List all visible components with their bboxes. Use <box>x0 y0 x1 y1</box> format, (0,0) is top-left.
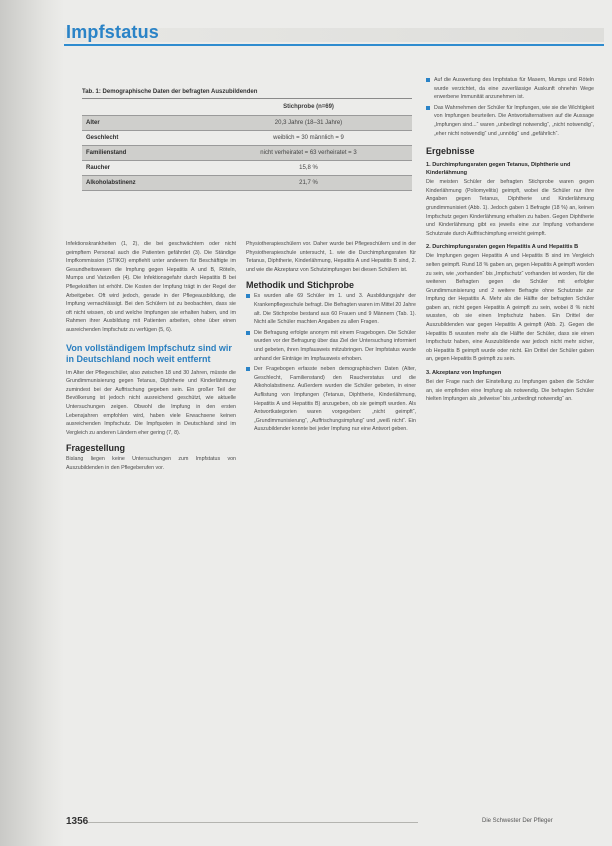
section-title: 3. Akzeptanz von Impfungen <box>426 370 502 377</box>
table-column-header: Stichprobe (n=69) <box>205 99 412 116</box>
question-paragraph: Bislang liegen keine Untersuchungen zum Impfstatus von Auszubildenden in den Pflegeberufen vor. <box>66 456 236 471</box>
table-row <box>82 116 412 131</box>
row-label: Geschlecht <box>82 131 205 146</box>
row-value: 21,7 % <box>205 176 412 191</box>
left-column <box>66 240 236 472</box>
table-row <box>82 146 412 161</box>
row-label: Alkoholabstinenz <box>82 176 205 191</box>
list-item: Auf die Auswertung des Impfstatus für Masern, Mumps und Röteln wurde verzichtet, da eine zuverlässige Auskunft ohnehin Wege erwerbene Immunität anzunehmen ist. <box>426 76 594 102</box>
table-row <box>82 176 412 191</box>
intro-paragraph: Physiotherapieschülern vor. Daher wurde bei Pflegeschülern und in der Physiotherapieschule untersucht, 1. wie die Durchimpfungsraten für Tetanus, Diphtherie, Kinderlähmung, Hepatitis A und Hepatitis B sind, 2. und wie die Akzeptanz von Schutzimpfungen bei diesen Schülern ist. <box>246 241 416 273</box>
section-text: Bei der Frage nach der Einstellung zu Impfungen gaben die Schüler an, sie empfinden eine Impfung als notwendig. Die befragten Schüler hielten Impfungen als „teilweise“ bis „unbedingt notwendig“ an. <box>426 379 594 403</box>
table-caption: Tab. 1: Demographische Daten der befragten Auszubildenden <box>82 86 412 99</box>
row-value: weiblich = 30 männlich = 9 <box>205 131 412 146</box>
section-title: 2. Durchimpfungsraten gegen Hepatitis A und Hepatitis B <box>426 244 579 251</box>
spine-shadow <box>0 0 64 846</box>
page-number: 1356 <box>66 816 89 827</box>
question-heading: Fragestellung <box>66 443 126 454</box>
table-body <box>82 99 412 191</box>
row-value: 20,3 Jahre (18–31 Jahre) <box>205 116 412 131</box>
results-title: Ergebnisse <box>426 146 475 157</box>
subheading: Von vollständigem Impfschutz sind wir in Deutschland noch weit entfernt <box>66 342 232 364</box>
journal-name: Die Schwester Der Pfleger <box>482 818 553 824</box>
table-corner <box>82 99 205 116</box>
section-title: 1. Durchimpfungsraten gegen Tetanus, Diphtherie und Kinderlähmung <box>426 162 571 177</box>
row-value: nicht verheiratet = 63 verheiratet = 3 <box>205 146 412 161</box>
row-label: Familienstand <box>82 146 205 161</box>
list-item: Der Fragebogen erfasste neben demographischen Daten (Alter, Geschlecht, Familienstand) den Raucherstatus und die Alkoholabstinenz. Außerdem wurden die Schüler gebeten, in einer Auflistung von Impfungen (Tetanus, Diphtherie, Kinderlähmung, Hepatitis A und Hepatitis B) anzugeben, ob sie geimpft wurden. Als Antwortkategorien waren vorgegeben: „nicht geimpft“, „Grundimmunisierung“, „Auffrischungsimpfung“ und „weiß nicht“. Ein Auszubildender konnte bei jeder Impfung nur eine Antwort geben. <box>246 365 416 434</box>
row-value: 15,8 % <box>205 161 412 176</box>
footer-rule <box>88 822 418 823</box>
page-title: Impfstatus <box>66 22 160 42</box>
list-item: Es wurden alle 69 Schüler im 1. und 3. Ausbildungsjahr der Krankenpflegeschule befragt. Die Befragten waren im Mittel 20 Jahre alt. Die Stichprobe bestand aus 60 Frauen und 9 Männern (Tab. 1). Nicht alle Schüler machten Angaben zu allen Fragen. <box>246 292 416 326</box>
row-label: Alter <box>82 116 205 131</box>
row-label: Raucher <box>82 161 205 176</box>
header-rule <box>64 44 604 46</box>
middle-column <box>246 240 416 436</box>
list-item: Das Wahrnehmen der Schüler für Impfungen, wie sie die Wichtigkeit von Impfungen beurteilen. Die Antwortalternativen auf die Aussage „Impfungen sind...“ waren „unbedingt notwendig“, „nicht notwendig“, „eher nicht notwendig“ und „unnötig“ und „gefährlich“. <box>426 104 594 138</box>
right-column <box>426 76 594 404</box>
section-text: Die meisten Schüler der befragten Stichprobe waren gegen Kinderlähmung (Poliomyelitis) geimpft, wobei die Schüler nur ihre Angaben gegen Tetanus, Diphtherie und Kinderlähmung grundimmunisiert (Abb. 1). Jedoch gaben 1 Befragte (18 %) an, keinen Impfschutz gegen Kinderlähmung erhalten zu haben. Gegen Diphtherie und Kinderlähmung gibt es jeweils eine zur Impfung vorhandene Schutzrate durch Auffrischimpfung erreicht geimpft. <box>426 179 594 237</box>
intro-paragraph: Infektionskrankheiten (1, 2), die bei geschwächtem oder nicht geimpftem Personal auch die Patienten gefährdet (3). Die Ständige Impfkommission (STIKO) empfiehlt unter anderem für Beschäftigte im Gesundheitswesen die Impfung gegen Hepatitis A und B, Röteln, Mumps und Varizellen (4). Die Infektionsgefahr durch Hepatitis B bei Pflegekräften ist erhöht. Die Kosten der Impfung trägt in der Regel der Arbeitgeber. Oft wird jedoch, gerade in der Pflegeausbildung, die Impfung vernachlässigt. Bei den Schülern ist zu beobachten, dass sie oft nicht wissen, ob und welche Impfungen sie erhalten haben, und im Rahmen ihrer Ausbildung mit Patienten arbeiten, ohne über einen ausreichenden Impfschutz zu verfügen (5, 6). <box>66 241 236 333</box>
list-item: Die Befragung erfolgte anonym mit einem Fragebogen. Die Schüler wurden vor der Befragung über das Ziel der Untersuchung informiert und gebeten, ihren Impfausweis mitzubringen. Der Impfstatus wurde anhand der Einträge im Impfausweis erhoben. <box>246 329 416 363</box>
methods-heading: Methodik und Stichprobe <box>246 280 354 291</box>
table-row <box>82 131 412 146</box>
demographics-table <box>82 86 412 232</box>
section-text: Die Impfungen gegen Hepatitis A und Hepatitis B sind im Vergleich selten geimpft. Rund 18 % gaben an, gegen Hepatitis A geimpft worden zu sein, wie „vorhanden“ bis „Impfschutz“ vorhanden ist worden, für die weiteren Befragten gegen die Schüler mit erfolgter Grundimmunisierung und 2 weitere Befragte ohne Schutzrate zur Impfung der Hepatitis A. Mehr als die Hälfte der befragten Schüler gaben an, nicht gegen Hepatitis A geimpft zu sein, wobei 8 % nicht wussten, ob sie einen Impfschutz haben. Ein Drittel der Auszubildenden war gegen Hepatitis A geimpft (Abb. 2). Gegen die Hepatitis B wussten mehr als die Hälfte der Schüler, dass sie einen Impfschutz haben, eine Auszubildende war jedoch nicht mehr sicher, ob Hepatitis B geimpft wurde oder nicht. Ein Drittel der Schüler gaben an, gegen Hepatitis B geimpft zu sein. <box>426 253 594 363</box>
body-paragraph: Im Alter der Pflegeschüler, also zwischen 18 und 30 Jahren, müsste die Grundimmunisierung gegen Tetanus, Diphtherie und Kinderlähmung zumindest bei der Auffrischung gegeben sein. Ein großer Teil der Bevölkerung ist jedoch nicht ausreichend geschützt, wie aktuelle Untersuchungen zeigen. Obwohl die Impfung in den ersten Lebensjahren empfohlen wird, haben viele Erwachsene keinen ausreichenden Impfschutz. Die Impfquoten in Deutschland sind im Vergleich zu anderen Ländern eher gering (7, 8). <box>66 369 236 436</box>
table-row <box>82 161 412 176</box>
